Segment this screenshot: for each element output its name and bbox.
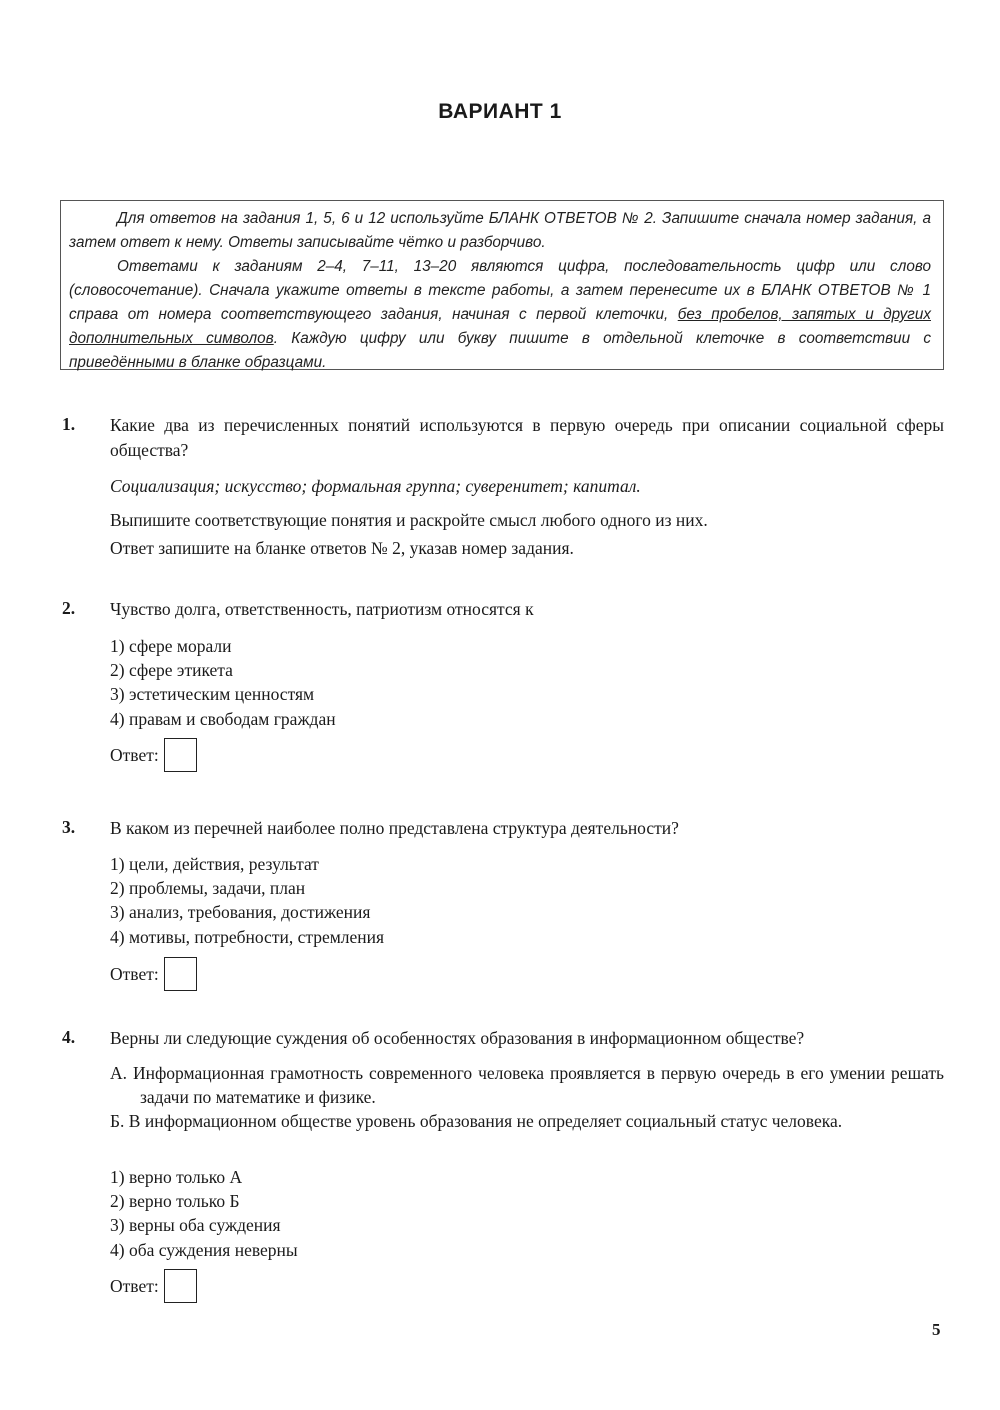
page-title: ВАРИАНТ 1 [438,100,562,123]
question-text: Чувство долга, ответственность, патриотизм относятся к [110,599,534,619]
options-list [110,852,384,949]
option: 1) верно только А [110,1167,243,1187]
options-list [110,1165,298,1262]
question-terms: Социализация; искусство; формальная группа; суверенитет; капитал. [110,476,641,496]
option: 1) сфере морали [110,636,232,656]
answer-row [110,957,197,991]
judgement: Б. В информационном обществе уровень образования не определяет социальный статус человека. [110,1111,843,1132]
answer-label: Ответ: [110,1275,159,1296]
answer-label: Ответ: [110,963,159,984]
answer-box[interactable] [164,957,197,991]
answer-box[interactable] [164,1269,197,1303]
option: 2) сфере этикета [110,660,233,681]
instructions-box [60,200,944,370]
answer-label: Ответ: [110,744,159,765]
instructions-text: Ответами к заданиям 2–4, 7–11, 13–20 являются цифра, последовательность цифр или слово (словосочетание). Сначала укажите ответы в тексте работы, а затем перенесите их в БЛАНК ОТВЕТОВ № 1 справа от номера соответствующего задания, начиная с первой клеточки, [69,258,931,323]
option: 3) анализ, требования, достижения [110,902,371,923]
instructions-paragraph-2 [69,255,931,375]
option: 2) верно только Б [110,1191,240,1212]
option: 1) цели, действия, результат [110,854,319,874]
option: 4) оба суждения неверны [110,1239,298,1260]
option: 4) мотивы, потребности, стремления [110,926,385,947]
option: 3) эстетическим ценностям [110,684,315,705]
question-text: В каком из перечней наиболее полно представлена структура деятельности? [110,818,679,838]
question-text: Какие два из перечисленных понятий используются в первую очередь при описании социальной сферы общества? [110,415,944,460]
judgement: А. Информационная грамотность современного человека проявляется в первую очередь в его умении решать задачи по математике и физике. [110,1063,944,1108]
options-list [110,634,336,731]
question-task: Ответ запишите на бланке ответов № 2, указав номер задания. [110,538,574,558]
option: 2) проблемы, задачи, план [110,878,306,899]
page-number: 5 [932,1320,941,1339]
question-number: 1. [62,414,76,434]
question-text: Верны ли следующие суждения об особенностях образования в информационном обществе? [110,1028,805,1048]
instructions-text-end: . Каждую цифру или букву пишите в отдельной клеточке в соответствии с приведёнными в бланке образцами. [69,330,932,371]
answer-row [110,1269,197,1303]
judgements-list [110,1061,944,1134]
answer-row [110,738,197,772]
question-number: 2. [62,598,76,618]
answer-box[interactable] [164,738,197,772]
option: 4) правам и свободам граждан [110,708,336,729]
option: 3) верны оба суждения [110,1215,281,1236]
question-number: 3. [62,817,76,837]
question-number: 4. [62,1027,76,1047]
instructions-paragraph-1: Для ответов на задания 1, 5, 6 и 12 используйте БЛАНК ОТВЕТОВ № 2. Запишите сначала номер задания, а затем ответ к нему. Ответы записывайте чётко и разборчиво. [69,210,931,251]
question-task: Выпишите соответствующие понятия и раскройте смысл любого одного из них. [110,510,708,530]
instructions-underlined: без пробелов, запятых и других дополнительных символов [69,306,931,347]
